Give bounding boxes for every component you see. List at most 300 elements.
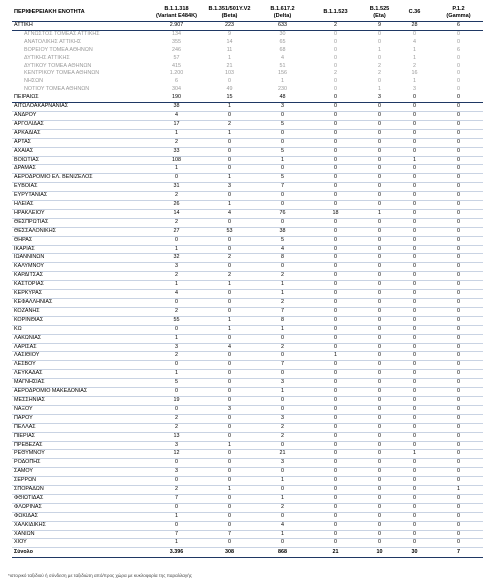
cell-b11523: 0: [309, 414, 362, 423]
table-row: [12, 396, 483, 405]
cell-beta: 0: [203, 290, 256, 299]
cell-region: ΑΡΤΑΣ: [12, 138, 150, 147]
cell-c36: 2: [413, 62, 416, 69]
cell-b11523: 0: [309, 370, 362, 379]
cell-region: ΣΠΟΡΑΔΩΝ: [12, 486, 150, 495]
cell-gamma: 0: [432, 539, 483, 548]
cell-gamma: 0: [432, 263, 483, 272]
cell-delta: 1: [256, 325, 309, 334]
cell-b11523: 0: [309, 316, 362, 325]
subregion-row: [12, 30, 483, 38]
cell-eta: 0: [362, 396, 397, 405]
cell-gamma: 0: [432, 441, 483, 450]
cell-b11523: 0: [309, 103, 362, 112]
cell-gamma: 0: [457, 54, 460, 61]
cell-beta: 0: [203, 450, 256, 459]
cell-region: ΙΚΑΡΙΑΣ: [12, 245, 150, 254]
table-row: [12, 227, 483, 236]
table-row: [12, 192, 483, 201]
cell-b11318: 33: [150, 147, 203, 156]
table-row: [12, 379, 483, 388]
cell-beta: 0: [203, 539, 256, 548]
cell-b11318: 0: [150, 174, 203, 183]
cell-region: ΝΟΤΙΟΥ ΤΟΜΕΑ ΑΘΗΝΩΝ: [24, 86, 90, 93]
cell-gamma: 0: [432, 165, 483, 174]
cell-b11523: 0: [309, 486, 362, 495]
cell-gamma: 0: [432, 316, 483, 325]
table-row: [12, 459, 483, 468]
cell-gamma: 0: [432, 156, 483, 165]
cell-b11523: 0: [334, 62, 337, 69]
cell-beta: 0: [203, 352, 256, 361]
cell-b11318: 3: [150, 343, 203, 352]
cell-c36: 0: [397, 218, 432, 227]
cell-c36: 0: [397, 254, 432, 263]
cell-delta: 0: [256, 370, 309, 379]
cell-delta: 7: [256, 183, 309, 192]
table-row: [12, 111, 483, 120]
cell-b11318: 1: [150, 512, 203, 521]
cell-beta: 223: [203, 22, 256, 31]
cell-c36: 1: [397, 156, 432, 165]
table-row: [12, 307, 483, 316]
table-row: [12, 236, 483, 245]
cell-eta: 0: [378, 78, 381, 85]
cell-region: ΛΕΥΚΑΔΑΣ: [12, 370, 150, 379]
cell-region: ΘΕΣΣΑΛΟΝΙΚΗΣ: [12, 227, 150, 236]
cell-beta: 103: [225, 70, 234, 77]
cell-c36: 0: [397, 183, 432, 192]
cell-beta: 0: [203, 156, 256, 165]
cell-delta: 51: [279, 62, 286, 69]
cell-beta: 0: [203, 236, 256, 245]
subregion-row: [12, 47, 483, 55]
cell-delta: 0: [256, 218, 309, 227]
cell-gamma: 0: [432, 209, 483, 218]
cell-beta: 0: [203, 468, 256, 477]
table-row: [12, 218, 483, 227]
cell-beta: 0: [203, 111, 256, 120]
table-row: [12, 156, 483, 165]
cell-c36: 0: [397, 227, 432, 236]
cell-region: ΗΡΑΚΛΕΙΟΥ: [12, 209, 150, 218]
cell-b11523: 0: [309, 361, 362, 370]
cell-b11318: 12: [150, 450, 203, 459]
cell-region: ΑΝΑΤΟΛΙΚΗΣ ΑΤΤΙΚΗΣ: [24, 38, 82, 45]
cell-delta: 30: [279, 30, 286, 37]
cell-eta: 0: [378, 38, 381, 45]
cell-region: ΜΕΣΣΗΝΙΑΣ: [12, 396, 150, 405]
cell-gamma: 0: [457, 78, 460, 85]
table-row: [12, 254, 483, 263]
cell-delta: 5: [256, 174, 309, 183]
cell-b11523: 0: [309, 94, 362, 102]
cell-delta: 21: [256, 450, 309, 459]
cell-beta: 3: [203, 183, 256, 192]
header-delta-line1: B.1.617.2: [270, 6, 295, 13]
cell-eta: 1: [378, 86, 381, 93]
cell-b11318: 6: [175, 78, 178, 85]
cell-delta: 0: [256, 201, 309, 210]
cell-b11318: 57: [173, 54, 180, 61]
cell-beta: 1: [203, 129, 256, 138]
cell-gamma: 0: [432, 129, 483, 138]
subregion-row: [12, 86, 483, 94]
cell-eta: 0: [362, 227, 397, 236]
cell-region: ΡΟΔΟΠΗΣ: [12, 459, 150, 468]
cell-c36: 0: [397, 272, 432, 281]
cell-c36: 0: [397, 299, 432, 308]
cell-eta: 0: [362, 325, 397, 334]
cell-gamma: 0: [432, 111, 483, 120]
table-row: [12, 263, 483, 272]
cell-delta: 0: [256, 263, 309, 272]
cell-eta: 2: [378, 62, 381, 69]
cell-delta: 156: [278, 70, 287, 77]
cell-c36: 0: [397, 138, 432, 147]
cell-b11318: 1: [150, 334, 203, 343]
cell-region: ΑΤΤΙΚΗ: [12, 22, 150, 31]
cell-b11318: 3.396: [150, 548, 203, 558]
cell-c36: 16: [411, 70, 418, 77]
cell-b11318: 0: [150, 325, 203, 334]
cell-delta: 1: [281, 78, 284, 85]
table-row: [12, 325, 483, 334]
cell-delta: 3: [256, 459, 309, 468]
table-row: [12, 521, 483, 530]
cell-c36: 0: [397, 432, 432, 441]
cell-gamma: 0: [432, 281, 483, 290]
cell-b11318: 2: [150, 192, 203, 201]
cell-gamma: 0: [432, 521, 483, 530]
cell-gamma: 0: [457, 62, 460, 69]
cell-region: ΚΩ: [12, 325, 150, 334]
cell-eta: 0: [378, 54, 381, 61]
cell-b11318: 2.907: [150, 22, 203, 31]
cell-c36: 0: [397, 468, 432, 477]
cell-beta: 0: [203, 147, 256, 156]
cell-b11318: 7: [150, 494, 203, 503]
table-header: [12, 4, 483, 22]
cell-gamma: 0: [432, 388, 483, 397]
cell-beta: 1: [203, 281, 256, 290]
cell-b11523: 0: [309, 138, 362, 147]
cell-b11523: 0: [309, 396, 362, 405]
cell-delta: 0: [256, 486, 309, 495]
cell-b11318: 55: [150, 316, 203, 325]
cell-eta: 0: [362, 201, 397, 210]
table-row: [12, 432, 483, 441]
table-row: [12, 405, 483, 414]
cell-c36: 0: [397, 521, 432, 530]
cell-eta: 0: [362, 370, 397, 379]
cell-region: ΗΛΕΙΑΣ: [12, 201, 150, 210]
cell-b11523: 0: [309, 307, 362, 316]
table-row: [12, 147, 483, 156]
cell-b11523: 0: [309, 165, 362, 174]
cell-eta: 3: [362, 94, 397, 102]
cell-eta: 0: [362, 299, 397, 308]
table-row: [12, 477, 483, 486]
cell-c36: 0: [397, 539, 432, 548]
table-row: [12, 281, 483, 290]
cell-eta: 0: [362, 129, 397, 138]
cell-region: ΑΧΑΪΑΣ: [12, 147, 150, 156]
cell-beta: 0: [203, 432, 256, 441]
cell-beta: 0: [203, 138, 256, 147]
cell-gamma: 0: [432, 370, 483, 379]
cell-beta: 0: [203, 414, 256, 423]
header-b11523: [309, 4, 362, 22]
cell-gamma: 0: [432, 272, 483, 281]
cell-b11523: 0: [309, 129, 362, 138]
cell-b11523: 0: [309, 147, 362, 156]
cell-region: ΚΟΖΑΝΗΣ: [12, 307, 150, 316]
cell-beta: 0: [203, 494, 256, 503]
cell-c36: 0: [397, 307, 432, 316]
cell-b11318: 3: [150, 441, 203, 450]
cell-c36: 0: [397, 503, 432, 512]
cell-gamma: 0: [432, 227, 483, 236]
cell-b11318: 2: [150, 414, 203, 423]
cell-region: ΚΕΡΚΥΡΑΣ: [12, 290, 150, 299]
cell-eta: 2: [378, 70, 381, 77]
subregion-row: [12, 94, 483, 102]
cell-b11523: 0: [309, 405, 362, 414]
cell-region: Σύνολο: [12, 548, 150, 558]
cell-b11523: 0: [309, 120, 362, 129]
cell-region: ΜΑΓΝΗΣΙΑΣ: [12, 379, 150, 388]
cell-region: ΦΛΩΡΙΝΑΣ: [12, 503, 150, 512]
cell-region: ΚΟΡΙΝΘΙΑΣ: [12, 316, 150, 325]
cell-b11523: 0: [309, 236, 362, 245]
cell-beta: 0: [203, 370, 256, 379]
cell-beta: 1: [203, 174, 256, 183]
cell-b11318: 4: [150, 111, 203, 120]
table-row: [12, 120, 483, 129]
cell-beta: 1: [203, 103, 256, 112]
cell-b11318: 355: [172, 38, 181, 45]
cell-b11523: 0: [309, 512, 362, 521]
cell-delta: 1: [256, 290, 309, 299]
cell-b11318: 2: [150, 307, 203, 316]
cell-gamma: 0: [432, 183, 483, 192]
cell-eta: 0: [362, 245, 397, 254]
cell-gamma: 0: [432, 414, 483, 423]
cell-b11523: 0: [309, 423, 362, 432]
table-row: [12, 530, 483, 539]
cell-b11318: 2: [150, 138, 203, 147]
cell-c36: 0: [397, 423, 432, 432]
cell-gamma: 0: [432, 325, 483, 334]
cell-gamma: 0: [432, 218, 483, 227]
cell-delta: 0: [256, 165, 309, 174]
cell-delta: 0: [256, 138, 309, 147]
cell-eta: 0: [362, 477, 397, 486]
cell-delta: 4: [256, 245, 309, 254]
header-delta-line2: (Delta): [273, 12, 292, 19]
cell-region: ΠΙΕΡΙΑΣ: [12, 432, 150, 441]
cell-beta: 0: [203, 361, 256, 370]
cell-b11523: 2: [309, 22, 362, 31]
footnote: *ιστορικό ταξιδιού ή σύνδεση με ταξιδιώτη από/προς χώρα με κυκλοφορία της παραλλαγής: [8, 573, 192, 578]
cell-delta: 3: [256, 414, 309, 423]
cell-b11318: 108: [150, 156, 203, 165]
cell-beta: 2: [203, 120, 256, 129]
cell-c36: 0: [397, 414, 432, 423]
cell-region: ΘΗΡΑΣ: [12, 236, 150, 245]
cell-region: ΦΩΚΙΔΑΣ: [12, 512, 150, 521]
cell-beta: 0: [203, 165, 256, 174]
cell-b11523: 0: [334, 54, 337, 61]
cell-beta: 0: [228, 78, 231, 85]
cell-b11318: 0: [150, 388, 203, 397]
cell-b11318: 0: [150, 477, 203, 486]
cell-region: ΕΥΡΥΤΑΝΙΑΣ: [12, 192, 150, 201]
cell-b11523: 0: [309, 477, 362, 486]
cell-eta: 0: [362, 512, 397, 521]
cell-c36: 0: [397, 361, 432, 370]
subregion-row: [12, 39, 483, 47]
cell-gamma: 0: [432, 334, 483, 343]
cell-region: ΑΕΡΟΔΡΟΜΙΟ ΕΛ. ΒΕΝΙΖΕΛΟΣ: [12, 174, 150, 183]
cell-b11523: 18: [309, 209, 362, 218]
cell-b11318: 3: [150, 468, 203, 477]
cell-beta: 0: [203, 245, 256, 254]
cell-b11523: 0: [309, 174, 362, 183]
cell-eta: 0: [362, 361, 397, 370]
cell-gamma: 0: [432, 120, 483, 129]
cell-region: ΝΗΣΩΝ: [24, 78, 44, 85]
cell-b11523: 2: [334, 70, 337, 77]
cell-eta: 9: [362, 22, 397, 31]
cell-region: ΔΡΑΜΑΣ: [12, 165, 150, 174]
cell-eta: 0: [362, 521, 397, 530]
cell-b11318: 0: [150, 236, 203, 245]
header-gamma: [432, 4, 483, 22]
cell-b11318: 134: [172, 30, 181, 37]
cell-delta: 2: [256, 423, 309, 432]
cell-delta: 1: [256, 388, 309, 397]
table-row: [12, 201, 483, 210]
cell-b11318: 32: [150, 254, 203, 263]
cell-b11523: 0: [309, 503, 362, 512]
cell-delta: 0: [256, 539, 309, 548]
cell-region: ΛΑΚΩΝΙΑΣ: [12, 334, 150, 343]
cell-region: ΚΑΡΔΙΤΣΑΣ: [12, 272, 150, 281]
cell-beta: 0: [203, 218, 256, 227]
table-row: [12, 503, 483, 512]
cell-delta: 0: [256, 111, 309, 120]
cell-b11318: 1.200: [169, 70, 184, 77]
cell-beta: 0: [203, 423, 256, 432]
header-region-line1: ΠΕΡΙΦΕΡΕΙΑΚΗ ΕΝΟΤΗΤΑ: [14, 9, 85, 16]
cell-region: ΔΥΤΙΚΗΣ ΑΤΤΙΚΗΣ: [24, 54, 70, 61]
cell-region: ΙΩΑΝΝΙΝΩΝ: [12, 254, 150, 263]
header-b11318-line2: (Variant E484K): [155, 12, 198, 19]
cell-beta: 1: [203, 201, 256, 210]
cell-delta: 0: [256, 512, 309, 521]
cell-gamma: 0: [432, 94, 483, 102]
cell-gamma: 0: [432, 201, 483, 210]
cell-b11523: 0: [309, 281, 362, 290]
cell-eta: 0: [362, 218, 397, 227]
cell-gamma: 0: [432, 512, 483, 521]
cell-b11318: 3: [150, 263, 203, 272]
cell-b11523: 0: [309, 290, 362, 299]
cell-c36: 0: [397, 405, 432, 414]
cell-b11318: 0: [150, 361, 203, 370]
cell-b11523: 0: [309, 432, 362, 441]
cell-eta: 0: [362, 120, 397, 129]
cell-eta: 0: [362, 414, 397, 423]
cell-delta: 2: [256, 299, 309, 308]
header-gamma-line1: P.1.2: [452, 6, 465, 13]
cell-eta: 0: [362, 539, 397, 548]
cell-b11318: 2: [150, 352, 203, 361]
cell-beta: 0: [203, 521, 256, 530]
cell-eta: 0: [362, 468, 397, 477]
table-row: [12, 209, 483, 218]
cell-beta: 2: [203, 272, 256, 281]
cell-eta: 0: [362, 272, 397, 281]
cell-b11523: 0: [309, 334, 362, 343]
header-beta-line1: B.1.351/501Y.V2: [208, 6, 251, 13]
cell-c36: 0: [397, 201, 432, 210]
cell-eta: 1: [378, 46, 381, 53]
cell-gamma: 0: [432, 290, 483, 299]
cell-eta: 0: [362, 183, 397, 192]
cell-b11318: 246: [172, 46, 181, 53]
variants-by-region-table: [12, 4, 483, 558]
cell-c36: 0: [397, 245, 432, 254]
table-row: [12, 450, 483, 459]
cell-b11318: 0: [150, 459, 203, 468]
cell-region: ΑΓΝΩΣΤΟΣ ΤΟΜΕΑΣ ΑΤΤΙΚΗΣ: [24, 30, 100, 37]
cell-c36: 3: [413, 86, 416, 93]
cell-region: ΠΑΡΟΥ: [12, 414, 150, 423]
cell-b11523: 0: [309, 192, 362, 201]
cell-beta: 21: [226, 62, 233, 69]
cell-delta: 68: [279, 46, 286, 53]
cell-c36: 0: [397, 103, 432, 112]
cell-b11523: 0: [309, 263, 362, 272]
cell-b11523: 0: [334, 86, 337, 93]
cell-beta: 2: [203, 254, 256, 263]
cell-gamma: 0: [432, 423, 483, 432]
cell-gamma: 6: [432, 22, 483, 31]
cell-region: ΠΕΙΡΑΙΩΣ: [12, 94, 150, 102]
cell-region: ΛΑΣΙΘΙΟΥ: [12, 352, 150, 361]
cell-eta: 0: [362, 486, 397, 495]
cell-gamma: 0: [432, 245, 483, 254]
subregion-row: [12, 70, 483, 78]
cell-delta: 0: [256, 441, 309, 450]
cell-b11318: 1: [150, 245, 203, 254]
cell-b11318: 17: [150, 120, 203, 129]
cell-beta: 0: [203, 388, 256, 397]
cell-beta: 0: [203, 477, 256, 486]
cell-beta: 53: [203, 227, 256, 236]
cell-region: ΚΕΝΤΡΙΚΟΥ ΤΟΜΕΑ ΑΘΗΝΩΝ: [24, 70, 100, 77]
subregion-row: [12, 78, 483, 86]
cell-delta: 2: [256, 343, 309, 352]
cell-delta: 4: [256, 521, 309, 530]
cell-region: ΦΘΙΩΤΙΔΑΣ: [12, 494, 150, 503]
cell-b11318: 1: [150, 539, 203, 548]
cell-c36: 30: [397, 548, 432, 558]
table-row: [12, 494, 483, 503]
